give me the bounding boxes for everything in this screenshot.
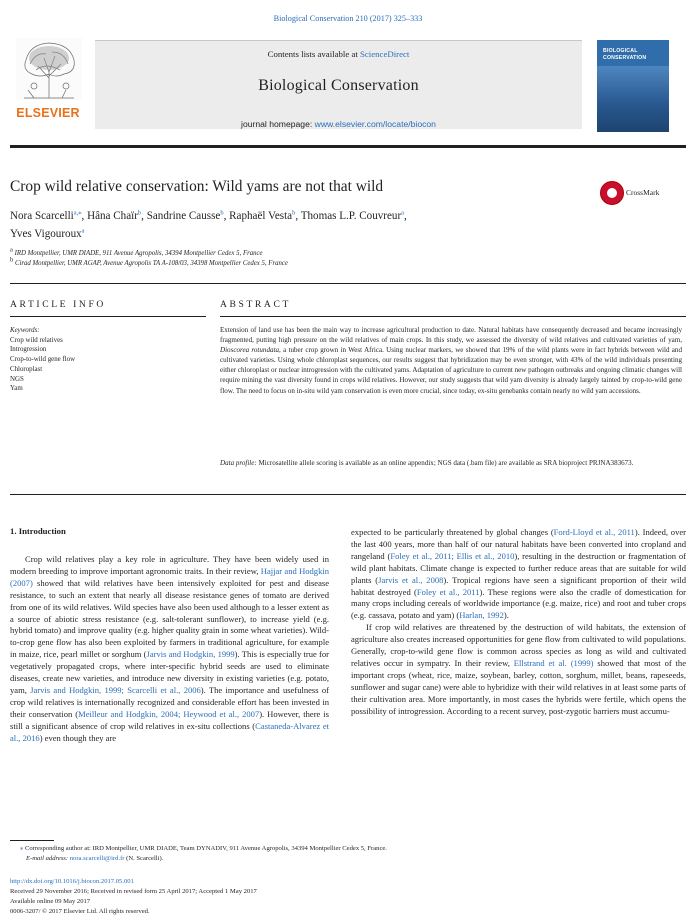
- keyword: Introgression: [10, 346, 47, 354]
- author-separator: ,: [141, 210, 147, 222]
- citation-link[interactable]: Jarvis and Hodgkin, 1999; Scarcelli et al., 2006: [30, 684, 201, 695]
- author[interactable]: Hâna Chaïr: [87, 210, 138, 222]
- journal-reference[interactable]: Biological Conservation 210 (2017) 325–333: [273, 14, 423, 23]
- header-divider: [10, 145, 686, 148]
- email-line: [10, 854, 686, 864]
- text-run: ). However, there is still a significant absence of crop wild relatives in ex-situ collections (: [10, 708, 330, 731]
- received-dates: Received 29 November 2016; Received in revised form 25 April 2017; Accepted 1 May 2017: [10, 887, 257, 895]
- affiliation-text: IRD Montpellier, UMR DIADE, 911 Avenue Agropolis, 34394 Montpellier Cedex 5, France: [14, 250, 263, 257]
- author-affiliation-marker[interactable]: b: [137, 209, 142, 217]
- keyword: Crop wild relatives: [10, 336, 63, 344]
- affiliation-key: b: [10, 257, 14, 265]
- citation-link[interactable]: Foley et al., 2011; Ellis et al., 2010: [390, 550, 515, 561]
- citation-link[interactable]: Ellstrand et al. (1999): [513, 657, 594, 668]
- author-separator: ,: [81, 210, 88, 222]
- abstract-heading: ABSTRACT: [220, 299, 291, 310]
- journal-cover-thumbnail[interactable]: [597, 40, 669, 132]
- abstract-text: [220, 325, 682, 396]
- author-separator: ,: [404, 210, 407, 222]
- data-profile: [220, 458, 682, 468]
- homepage-prefix: journal homepage:: [241, 119, 315, 129]
- author-affiliation-marker[interactable]: b: [220, 209, 224, 217]
- journal-homepage-line: [95, 119, 582, 129]
- author[interactable]: Raphaël Vesta: [229, 210, 293, 222]
- text-run: ), resulting in the destruction or fragmentation of wild plant habitats. Climate change is expected to further reduce areas that are suitable for wild plants (: [351, 550, 686, 585]
- keyword: NGS: [10, 375, 24, 383]
- keyword: Crop-to-wild gene flow: [10, 356, 76, 364]
- affiliations: [10, 246, 660, 270]
- contents-available-line: [95, 49, 582, 59]
- author-affiliation-marker[interactable]: b: [292, 209, 296, 217]
- cover-title: BIOLOGICAL CONSERVATION: [603, 48, 647, 61]
- text-run: expected to be particularly threatened by global changes (: [351, 527, 554, 537]
- journal-title: Biological Conservation: [258, 77, 419, 94]
- article-info-rule: [10, 316, 206, 317]
- text-run: ) even though they are: [39, 732, 117, 743]
- keywords-block: [10, 326, 200, 394]
- species-name: Dioscorea rotundata: [220, 346, 279, 355]
- publication-info: [10, 877, 686, 917]
- text-run: showed that wild relatives have been intensively exploited for pest and disease resistance, to such an extent that nearly all disease resistance genes of tomato are derived from one of its wild relatives. Wild species have also been used although to a lesser extent as a source of abiotic stress resistance (e.g. salt-tolerant sunflower), to increase yield (e.g. hybrid tomato) and improve quality (e.g. higher quality grain in some wheat varieties). Wild-to-crop gene flow has also been exploited by farmers in traditional agriculture, for example in maize, rice, pearl millet or sorghum (: [10, 577, 329, 660]
- text-run: Crop wild relatives play a key role in agriculture. They have been widely used in modern breeding to improve important agronomic traits. In their review,: [10, 554, 329, 576]
- footnote-rule: [10, 840, 54, 841]
- author-separator: ,: [295, 210, 301, 222]
- text-run: showed that most of the important crops (wheat, rice, maize, soybean, barley, cotton, sorghum, millet, beans, rapeseeds, sunflower and sugar cane) were able to hybridize with their wild relatives in at least some parts of their cultivation area. More importantly, in most cases the hybrids were fertile, which opens the possibility of introgression. According to a recent survey, post-zygotic barriers must accumu-: [351, 657, 687, 716]
- data-profile-label: Data profile:: [220, 459, 257, 467]
- author-list: [10, 208, 590, 243]
- citation-link[interactable]: Castaneda-Alvarez et al., 2016: [10, 720, 329, 743]
- right-column: [351, 527, 686, 718]
- abstract-part: Extension of land use has been the main way to increase agricultural production to date. Natural habitats have consequently decreased and became increasingly fragmented, putting high pressure on the wild relatives of main crops. In this study, we assessed the diversity of wild relatives and cultivated varieties of yam,: [220, 326, 682, 345]
- article-info-heading: ARTICLE INFO: [10, 299, 106, 310]
- contents-prefix: Contents lists available at: [267, 49, 360, 59]
- author[interactable]: Sandrine Causse: [146, 210, 221, 222]
- affiliation-text: Cirad Montpellier, UMR AGAP, Avenue Agropolis TA A-108/03, 34398 Montpellier Cedex 5, France: [14, 260, 288, 268]
- author-separator: ,: [223, 210, 230, 222]
- author[interactable]: Yves Vigouroux: [10, 227, 82, 240]
- paragraph: [351, 527, 686, 622]
- sciencedirect-link[interactable]: ScienceDirect: [360, 49, 410, 59]
- text-run: ). Indeed, over the last 400 years, more than half of our natural habitats have been converted into cropland and rangeland (: [351, 527, 686, 561]
- author[interactable]: Thomas L.P. Couvreur: [300, 210, 402, 222]
- elsevier-wordmark: ELSEVIER: [16, 106, 80, 120]
- crossmark-badge[interactable]: [600, 181, 680, 205]
- abstract-end-divider: [10, 494, 686, 495]
- data-profile-text: Microsatellite allele scoring is available as an online appendix; NGS data (.bam file) are available as SRA bioproject PRJNA383673.: [256, 459, 634, 467]
- text-run: ). These regions were also the cradle of domestication for many crops including cereals of worldwide importance (e.g. maize, rice) and root and tuber crops (e.g. cassava, potato and yam) (: [351, 586, 686, 621]
- text-run: ). The importance and usefulness of crop wild relatives is internationally recognized and considerable effort has been invested in their conservation (: [10, 684, 330, 719]
- text-run: ).: [503, 610, 509, 621]
- author[interactable]: Nora Scarcelli: [10, 210, 74, 222]
- section-divider: [10, 283, 686, 284]
- corresponding-author-note: [10, 844, 686, 854]
- crossmark-icon: [600, 181, 624, 205]
- paragraph: [10, 554, 329, 745]
- keywords-label: Keywords:: [10, 327, 40, 334]
- affiliation-key: a: [10, 246, 13, 254]
- elsevier-tree-icon: [16, 38, 82, 100]
- article-title: Crop wild relative conservation: Wild yams are not that wild: [10, 178, 384, 195]
- author-affiliation-marker[interactable]: a: [401, 209, 405, 217]
- citation-link[interactable]: Harlan, 1992: [459, 610, 504, 621]
- abstract-part: , a tuber crop grown in West Africa. Using nuclear markers, we showed that 19% of the wild plants were in fact hybrids between wild and cultivated varieties. Using whole chloroplast sequences, our results suggest that hybridization may be even stronger, with 43% of the wild individuals presenting either chloroplast or nuclear introgression with the cultivated yams. Adaptation of agriculture to current new pathogen outbreaks and ongoing climatic changes will require mining the vast diversity found in crops wild relatives. However, our study suggests that wild yam diversity is already largely tainted by crop-to-wild gene flow. The need to focus on in-situ wild yam conservation is even more crucial, since today, ex-situ genebanks contain nearly no wild yam accessions.: [220, 346, 682, 395]
- cover-image: [597, 66, 669, 132]
- keyword: Yam: [10, 385, 23, 393]
- elsevier-logo[interactable]: [10, 38, 86, 130]
- doi-link[interactable]: http://dx.doi.org/10.1016/j.biocon.2017.05.001: [10, 878, 134, 885]
- author-affiliation-marker[interactable]: a,⁎: [73, 209, 82, 217]
- citation-link[interactable]: Meilleur and Hodgkin, 2004; Heywood et al., 2007: [78, 708, 260, 719]
- section-heading: 1. Introduction: [10, 526, 66, 536]
- text-run: ). Tropical regions have seen a significant proportion of their wild habitat destroyed (: [351, 574, 686, 597]
- paragraph: [351, 622, 686, 717]
- copyright: 0006-3207/ © 2017 Elsevier Ltd. All rights reserved.: [10, 907, 150, 915]
- email-label: E-mail address:: [26, 855, 69, 862]
- online-date: Available online 09 May 2017: [10, 897, 91, 905]
- citation-link[interactable]: Jarvis et al., 2008: [378, 574, 444, 585]
- homepage-link[interactable]: www.elsevier.com/locate/biocon: [314, 119, 436, 129]
- footnote: [10, 844, 686, 864]
- abstract-rule: [220, 316, 686, 317]
- citation-link[interactable]: Ford-Lloyd et al., 2011: [553, 527, 635, 537]
- email-suffix: (N. Scarcelli).: [124, 855, 164, 862]
- author-affiliation-marker[interactable]: a: [81, 226, 85, 234]
- citation-link[interactable]: Hajjar and Hodgkin (2007): [10, 565, 329, 588]
- citation-link[interactable]: Jarvis and Hodgkin, 1999: [146, 649, 235, 660]
- affiliation-b: [10, 259, 660, 269]
- left-column: [10, 554, 329, 745]
- affiliation-a: [10, 246, 660, 259]
- email-link[interactable]: nora.scarcelli@ird.fr: [69, 855, 125, 862]
- crossmark-label: CrossMark: [626, 188, 660, 197]
- footnote-marker[interactable]: ⁎: [20, 845, 24, 852]
- text-run: If crop wild relatives are threatened by the destruction of wild habitats, the extension of agriculture also creates increased opportunities for gene flow from cultivated to wild populations. Generally, crop-to-wild gene flow is common across species as long as wild and cultivated relatives occur in sympatry. In their review,: [351, 622, 686, 668]
- text-run: ). This is especially true for vegetatively propagated crops, where inter-specific hybrid seeds are used to eliminate diseases, create new varieties, and introduce new diversity in existing varieties (e.g. potato, yam,: [10, 649, 329, 695]
- corresponding-text: Corresponding author at: IRD Montpellier, UMR DIADE, Team DYNADIV, 911 Avenue Agropolis, 34394 Montpellier Cedex 5, France.: [23, 845, 387, 852]
- citation-link[interactable]: Foley et al., 2011: [416, 586, 480, 597]
- keyword: Chloroplast: [10, 365, 43, 373]
- journal-masthead: [95, 40, 582, 129]
